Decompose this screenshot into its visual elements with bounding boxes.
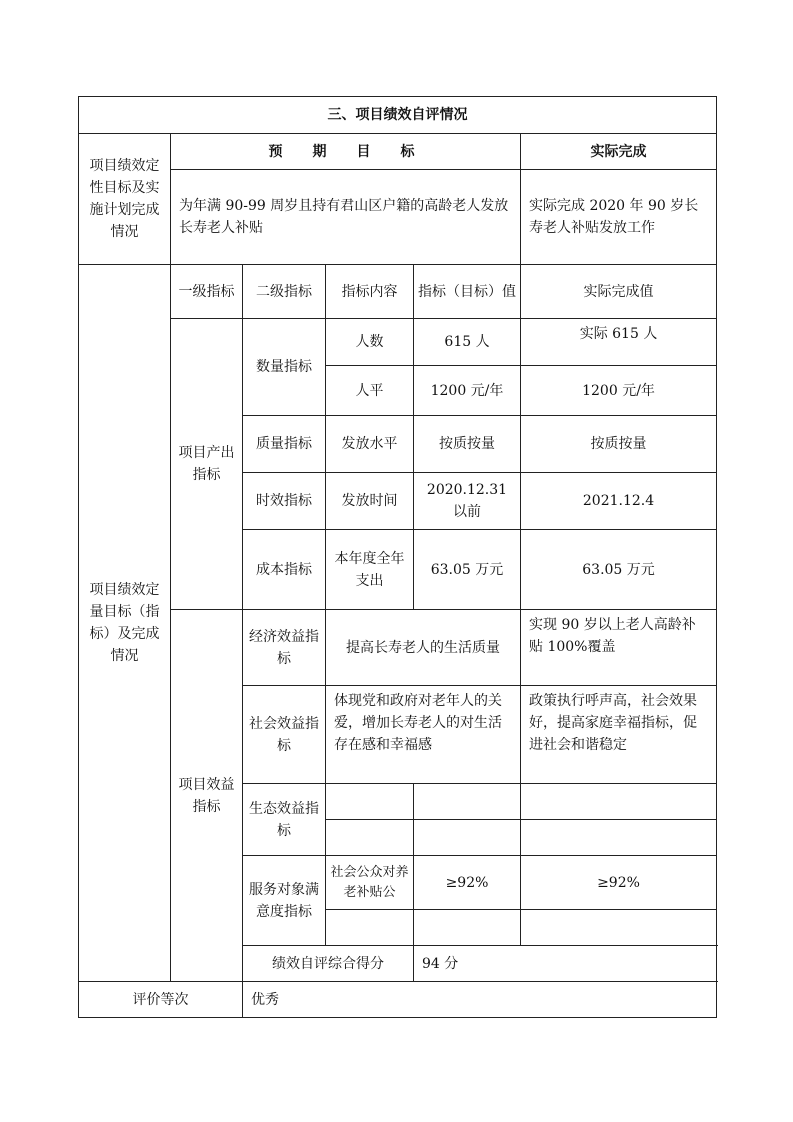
- cost-actual: 63.05 万元: [521, 530, 717, 610]
- quantity-target-2: 1200 元/年: [414, 366, 521, 416]
- timeliness-actual: 2021.12.4: [521, 473, 717, 530]
- output-indicator-label: 项目产出指标: [171, 319, 243, 610]
- economic-target: 提高长寿老人的生活质量: [326, 610, 521, 686]
- satisfaction-target-2: [414, 910, 521, 946]
- social-target: 体现党和政府对老年人的关爱，增加长寿老人的对生活存在感和幸福感: [326, 686, 521, 784]
- qualitative-label: 项目绩效定性目标及实施计划完成情况: [79, 134, 171, 265]
- header-target: 指标（目标）值: [414, 265, 521, 319]
- quantity-actual-1: 实际 615 人: [521, 319, 717, 366]
- social-actual: 政策执行呼声高，社会效果好，提高家庭幸福指标，促进社会和谐稳定: [521, 686, 717, 784]
- cost-indicator-label: 成本指标: [243, 530, 326, 610]
- header-level1: 一级指标: [171, 265, 243, 319]
- header-actual: 实际完成值: [521, 265, 717, 319]
- quantity-actual-2: 1200 元/年: [521, 366, 717, 416]
- ecological-content-1: [326, 784, 414, 820]
- cost-content: 本年度全年支出: [326, 530, 414, 610]
- satisfaction-content: 社会公众对养老补贴公: [326, 856, 414, 910]
- quality-actual: 按质按量: [521, 416, 717, 473]
- score-label: 绩效自评综合得分: [243, 946, 414, 982]
- satisfaction-indicator-label: 服务对象满意度指标: [243, 856, 326, 946]
- ecological-actual-2: [521, 820, 717, 856]
- ecological-target-1: [414, 784, 521, 820]
- quantitative-label: 项目绩效定量目标（指标）及完成情况: [79, 265, 171, 982]
- social-indicator-label: 社会效益指标: [243, 686, 326, 784]
- actual-completion-header: 实际完成: [521, 134, 717, 170]
- ecological-actual-1: [521, 784, 717, 820]
- ecological-target-2: [414, 820, 521, 856]
- ecological-indicator-label: 生态效益指标: [243, 784, 326, 856]
- quality-content: 发放水平: [326, 416, 414, 473]
- timeliness-target: 2020.12.31 以前: [414, 473, 521, 530]
- grade-value: 优秀: [243, 982, 717, 1018]
- actual-completion-text: 实际完成 2020 年 90 岁长寿老人补贴发放工作: [521, 170, 717, 265]
- timeliness-content: 发放时间: [326, 473, 414, 530]
- cost-target: 63.05 万元: [414, 530, 521, 610]
- ecological-content-2: [326, 820, 414, 856]
- expected-goal-header: 预 期 目 标: [171, 134, 521, 170]
- benefit-indicator-label: 项目效益指标: [171, 610, 243, 982]
- quantity-target-1: 615 人: [414, 319, 521, 366]
- satisfaction-content-2: [326, 910, 414, 946]
- section-title: 三、项目绩效自评情况: [79, 97, 717, 134]
- expected-goal-text: 为年满 90-99 周岁且持有君山区户籍的高龄老人发放长寿老人补贴: [171, 170, 521, 265]
- performance-self-evaluation-table: [78, 96, 717, 1018]
- quality-indicator-label: 质量指标: [243, 416, 326, 473]
- satisfaction-target: ≥92%: [414, 856, 521, 910]
- timeliness-indicator-label: 时效指标: [243, 473, 326, 530]
- economic-indicator-label: 经济效益指标: [243, 610, 326, 686]
- quantity-content-2: 人平: [326, 366, 414, 416]
- quality-target: 按质按量: [414, 416, 521, 473]
- score-value: 94 分: [414, 946, 717, 982]
- satisfaction-actual-2: [521, 910, 717, 946]
- satisfaction-actual: ≥92%: [521, 856, 717, 910]
- grade-label: 评价等次: [79, 982, 243, 1018]
- quantity-indicator-label: 数量指标: [243, 319, 326, 416]
- economic-actual: 实现 90 岁以上老人高龄补贴 100%覆盖: [521, 610, 717, 686]
- header-level2: 二级指标: [243, 265, 326, 319]
- quantity-content-1: 人数: [326, 319, 414, 366]
- header-content: 指标内容: [326, 265, 414, 319]
